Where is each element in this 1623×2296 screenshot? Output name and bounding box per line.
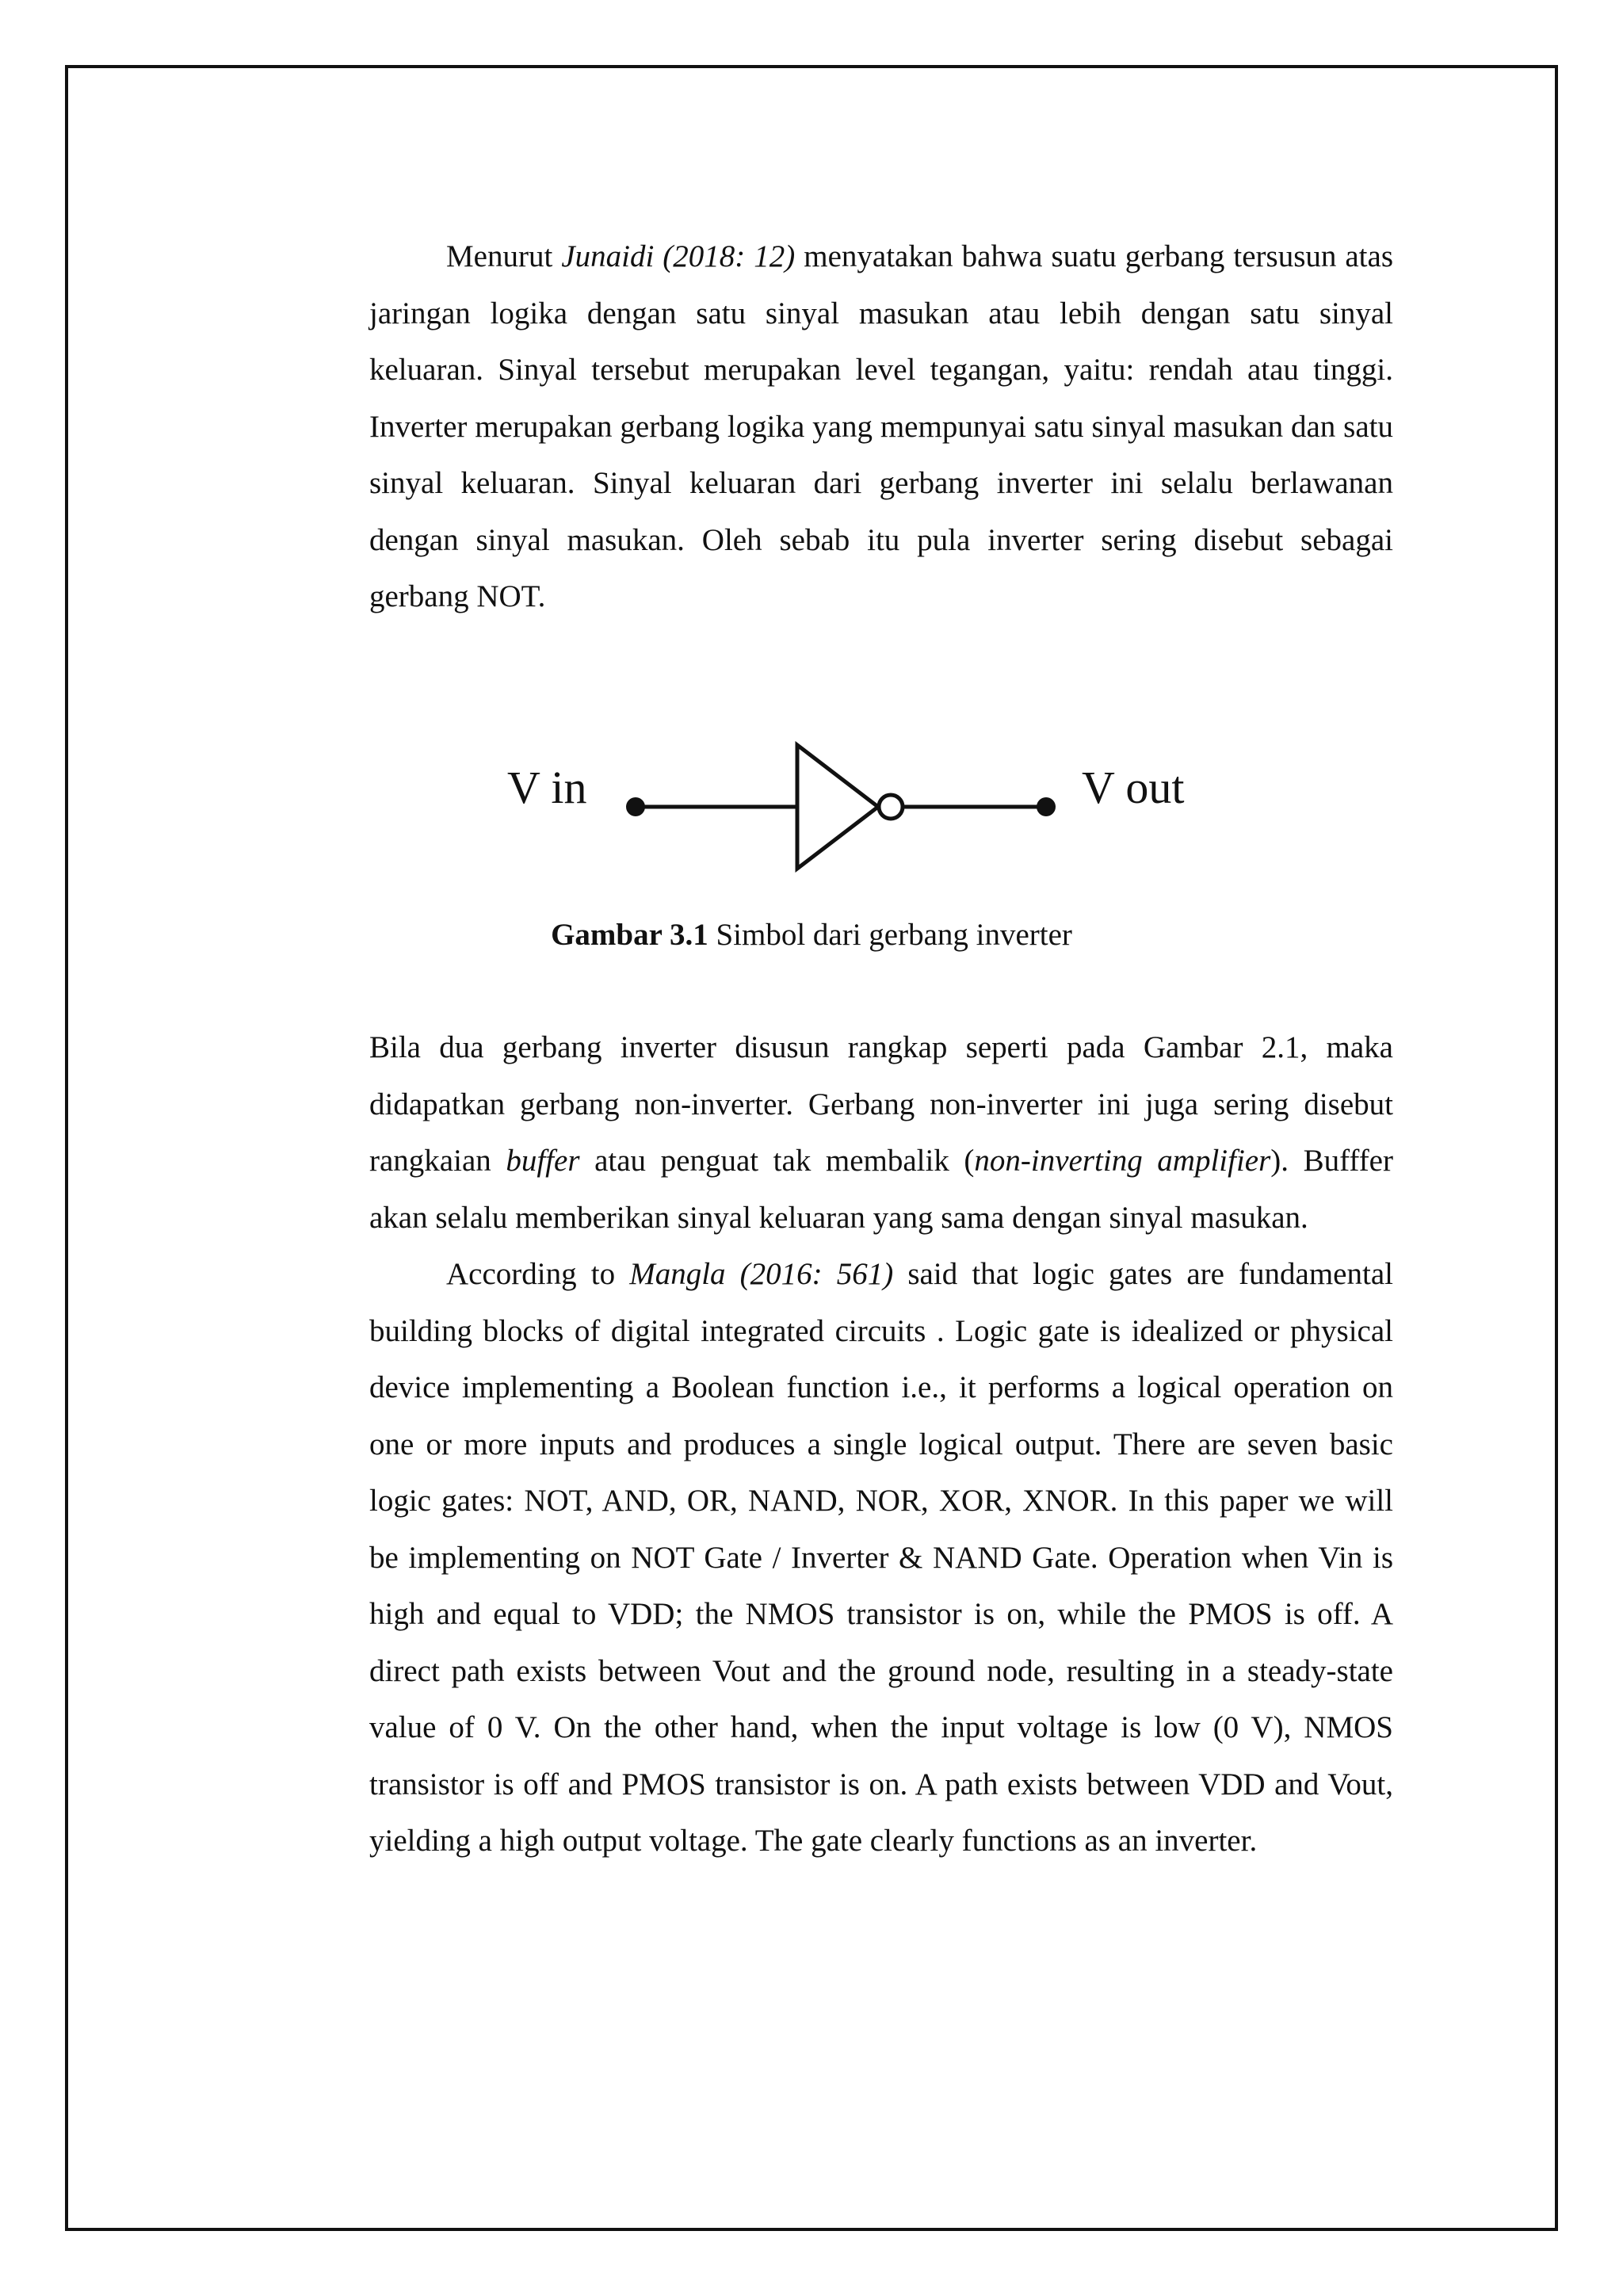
inverter-symbol xyxy=(475,729,1236,880)
paragraph-1 xyxy=(369,228,1393,625)
paragraph-1-text xyxy=(369,228,1393,625)
paragraph-2-buffer: buffer xyxy=(506,1144,580,1178)
inversion-bubble xyxy=(879,795,903,819)
paragraph-2-noninverting: non-inverting amplifier xyxy=(974,1144,1271,1178)
figure-caption xyxy=(0,911,1623,959)
paragraph-2-3 xyxy=(369,1019,1393,1870)
paragraph-2-text xyxy=(369,1019,1393,1246)
inverter-figure xyxy=(475,729,1236,880)
caption-number: Gambar 3.1 xyxy=(551,918,708,952)
caption-text: Simbol dari gerbang inverter xyxy=(708,918,1072,952)
paragraph-2-part1: Bila dua gerbang inverter disusun rangkap seperti pada Gambar 2.1, maka didapatkan gerbang non-inverter. Gerbang non-inverter ini juga sering disebut rangkaian xyxy=(369,1030,1393,1178)
paragraph-3-body: said that logic gates are fundamental building blocks of digital integrated circuits . Logic gate is idealized or physical device implementing a Boolean function i.e., it performs a logical operation on one or more inputs and produces a single logical output. There are seven basic logic gates: NOT, AND, OR, NAND, NOR, XOR, XNOR. In this paper we will be implementing on NOT Gate / Inverter & NAND Gate. Operation when Vin is high and equal to VDD; the NMOS transistor is on, while the PMOS is off. A direct path exists between Vout and the ground node, resulting in a steady-state value of 0 V. On the other hand, when the input voltage is low (0 V), NMOS transistor is off and PMOS transistor is on. A path exists between VDD and Vout, yielding a high output voltage. The gate clearly functions as an inverter. xyxy=(369,1257,1393,1858)
paragraph-3-text xyxy=(369,1246,1393,1870)
paragraph-1-body: menyatakan bahwa suatu gerbang tersusun atas jaringan logika dengan satu sinyal masukan atau lebih dengan satu sinyal keluaran. Sinyal tersebut merupakan level tegangan, yaitu: rendah atau tinggi. Inverter merupakan gerbang logika yang mempunyai satu sinyal masukan dan satu sinyal keluaran. Sinyal keluaran dari gerbang inverter ini selalu berlawanan dengan sinyal masukan. Oleh sebab itu pula inverter sering disebut sebagai gerbang NOT. xyxy=(369,239,1394,613)
paragraph-3-citation: Mangla (2016: 561) xyxy=(629,1257,894,1291)
output-terminal-dot xyxy=(1037,797,1056,816)
paragraph-3-lead: According to xyxy=(446,1257,630,1291)
vin-label: V in xyxy=(507,762,587,813)
paragraph-1-lead: Menurut xyxy=(446,239,562,273)
inverter-triangle xyxy=(797,745,878,869)
vout-label: V out xyxy=(1082,762,1185,813)
paragraph-2-part2: atau penguat tak membalik ( xyxy=(579,1144,975,1178)
paragraph-1-citation: Junaidi (2018: 12) xyxy=(561,239,796,273)
paragraph-2-part3: ). Bufffer akan selalu memberikan sinyal keluaran yang sama dengan sinyal masukan. xyxy=(369,1144,1393,1235)
